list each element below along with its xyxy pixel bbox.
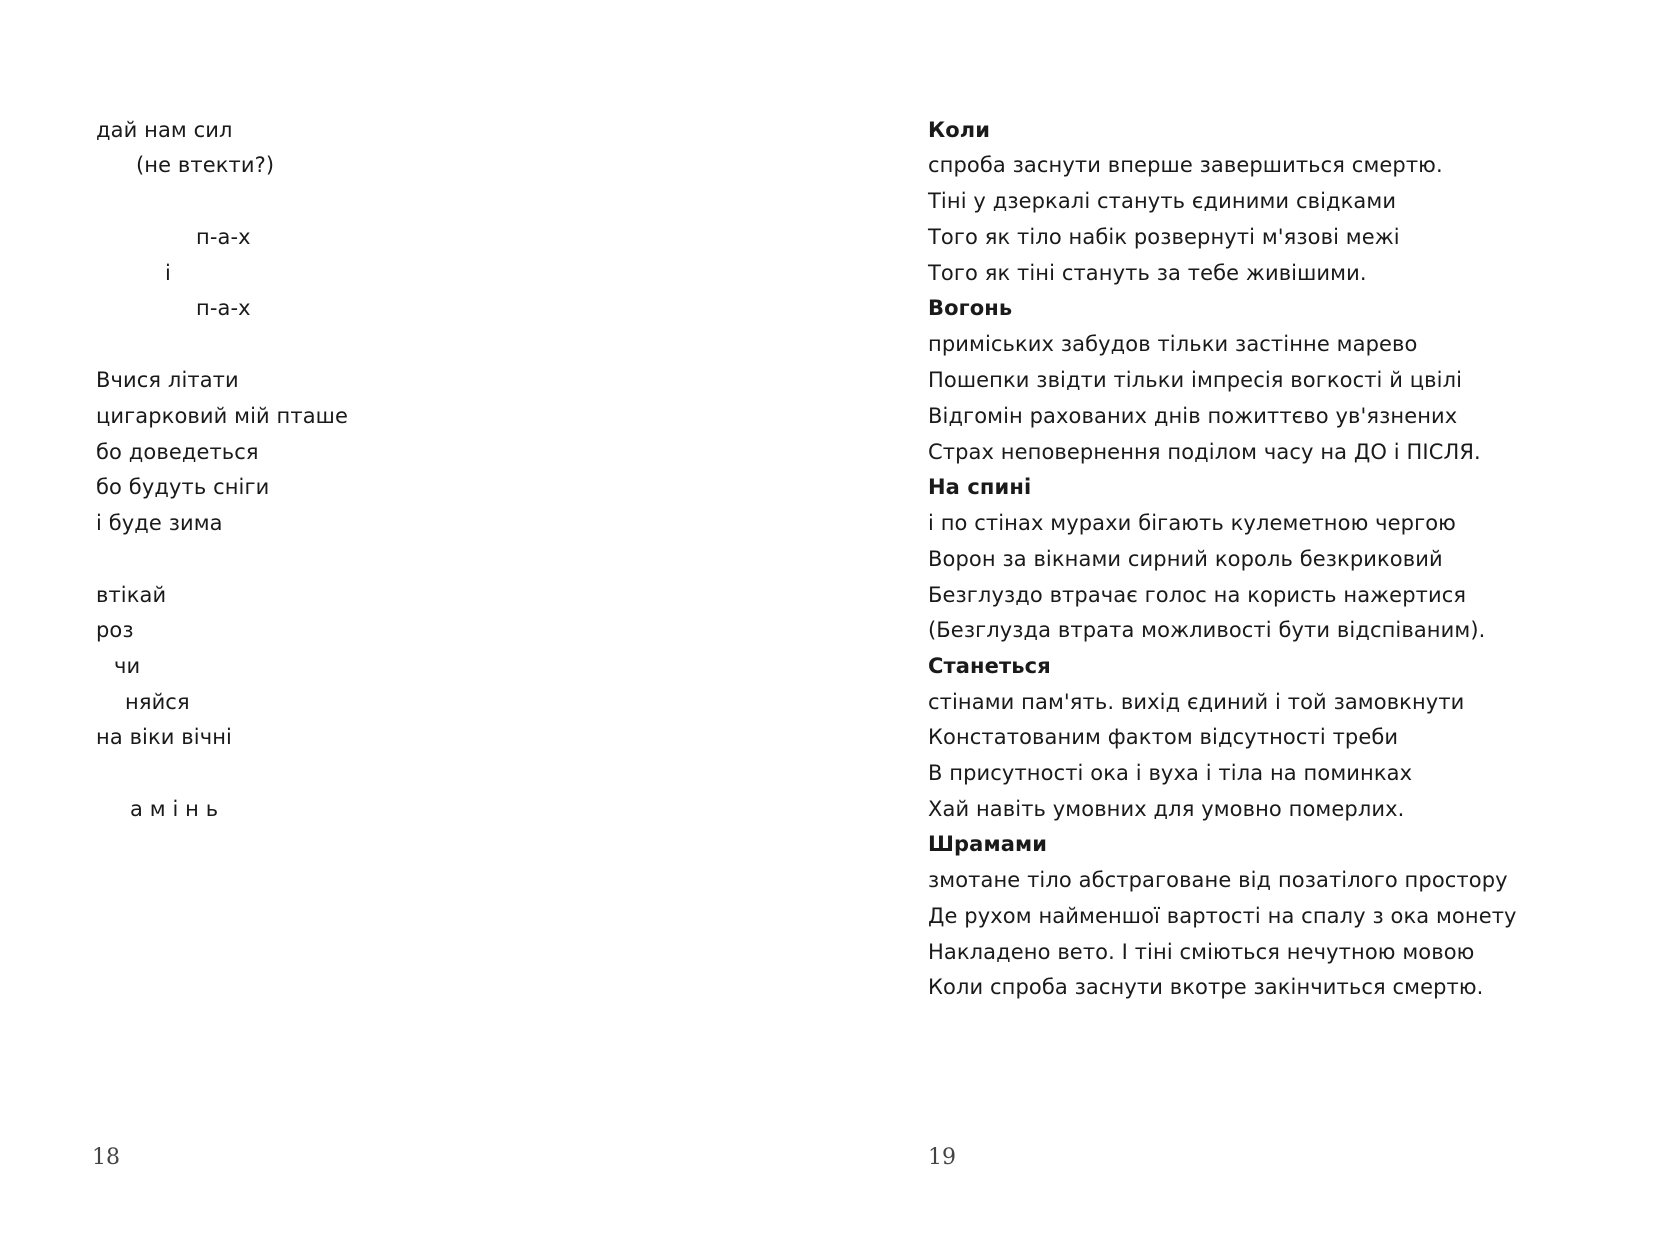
poem-line: (Безглузда втрата можливості бути відспіваним). xyxy=(928,618,1486,642)
poem-line: і буде зима xyxy=(96,511,223,535)
poem-line: на віки вічні xyxy=(96,725,232,749)
poem-line: Того як тіло набік розвернуті м'язові межі xyxy=(928,225,1400,249)
poem-line: Вчися літати xyxy=(96,368,239,392)
poem-line: Безглуздо втрачає голос на користь нажертися xyxy=(928,583,1467,607)
poem-line: Відгомін рахованих днів пожиттєво ув'язнених xyxy=(928,404,1458,428)
poem-line: і по стінах мурахи бігають кулеметною чергою xyxy=(928,511,1456,535)
poem-line: Пошепки звідти тільки імпресія вогкості й цвілі xyxy=(928,368,1463,392)
poem-line: бо доведеться xyxy=(96,440,259,464)
poem-line: Хай навіть умовних для умовно померлих. xyxy=(928,797,1405,821)
poem-line: Страх неповернення поділом часу на ДО і ПІСЛЯ. xyxy=(928,440,1481,464)
stanza-heading: Коли xyxy=(928,118,991,142)
poem-line: Накладено вето. І тіні сміються нечутною мовою xyxy=(928,940,1475,964)
poem-line: Тіні у дзеркалі стануть єдиними свідками xyxy=(928,189,1397,213)
poem-line: В присутності ока і вуха і тіла на поминках xyxy=(928,761,1413,785)
poem-line: спроба заснути вперше завершиться смертю. xyxy=(928,153,1443,177)
poem-line: чи xyxy=(114,654,141,678)
poem-line: няйся xyxy=(125,690,190,714)
poem-line: п-а-х xyxy=(196,296,251,320)
poem-line: Того як тіні стануть за тебе живішими. xyxy=(928,261,1367,285)
page-number: 19 xyxy=(928,1145,956,1170)
poem-line: (не втекти?) xyxy=(136,153,275,177)
page-number: 18 xyxy=(92,1145,120,1170)
poem-line: п-а-х xyxy=(196,225,251,249)
poem-line: Констатованим фактом відсутності треби xyxy=(928,725,1399,749)
stanza-heading: Шрамами xyxy=(928,832,1048,856)
poem-line: стінами пам'ять. вихід єдиний і той замовкнути xyxy=(928,690,1465,714)
stanza-heading: Вогонь xyxy=(928,296,1013,320)
poem-line: приміських забудов тільки застінне марево xyxy=(928,332,1418,356)
poem-line: цигарковий мій пташе xyxy=(96,404,349,428)
stanza-heading: Станеться xyxy=(928,654,1051,678)
poem-line: і xyxy=(165,261,171,285)
poem-line: а м і н ь xyxy=(130,797,219,821)
poem-line: Де рухом найменшої вартості на спалу з ока монету xyxy=(928,904,1517,928)
poem-line: Коли спроба заснути вкотре закінчиться смертю. xyxy=(928,975,1484,999)
stanza-heading: На спині xyxy=(928,475,1032,499)
poem-line: змотане тіло абстраговане від позатілого простору xyxy=(928,868,1508,892)
poem-line: Ворон за вікнами сирний король безкриковий xyxy=(928,547,1443,571)
poem-line: втікай xyxy=(96,583,167,607)
poem-line: роз xyxy=(96,618,134,642)
poem-line: дай нам сил xyxy=(96,118,233,142)
right-page xyxy=(827,0,1654,1241)
poem-line: бо будуть сніги xyxy=(96,475,270,499)
